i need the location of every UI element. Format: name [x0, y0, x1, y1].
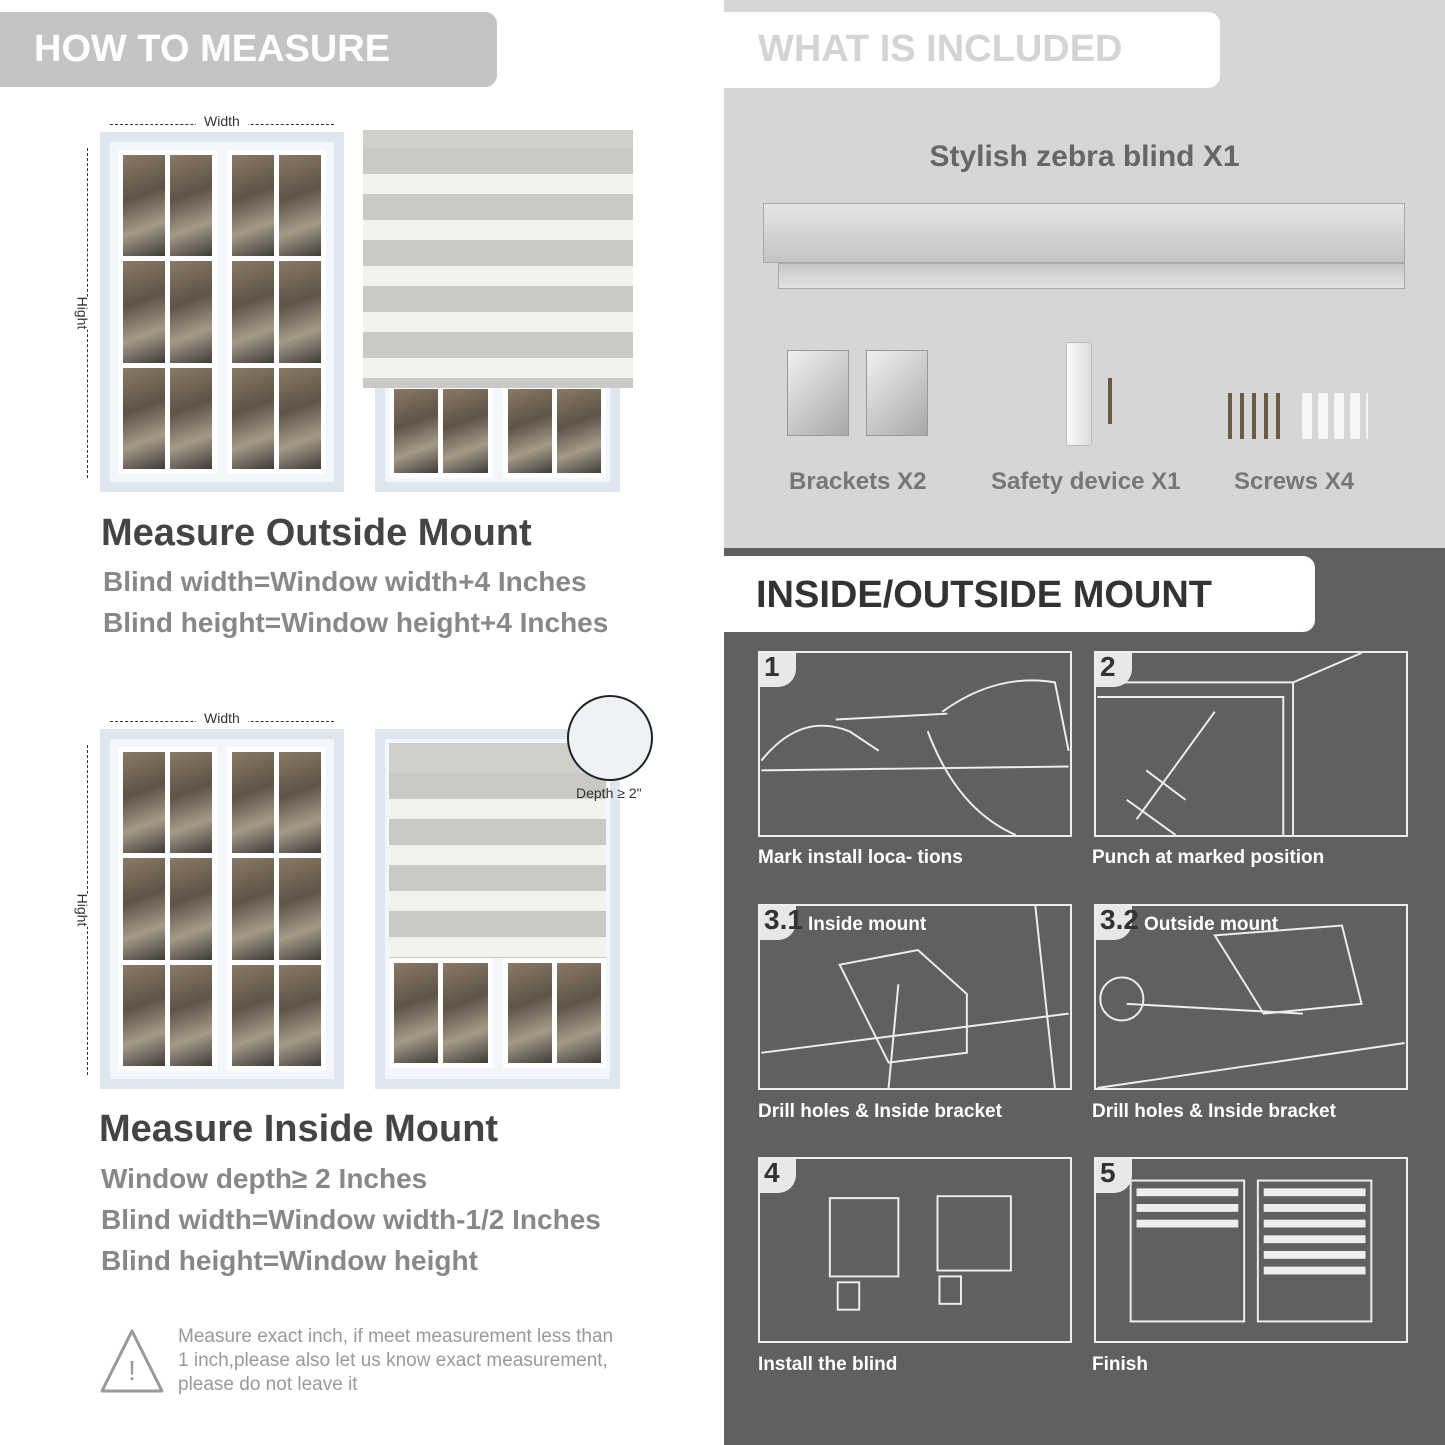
zebra-blind-image [363, 130, 633, 388]
outside-mount-diagram [0, 110, 700, 500]
bracket-image [787, 350, 849, 436]
window-image [100, 132, 344, 492]
screws-image [1228, 393, 1288, 439]
inside-line: Window depth≥ 2 Inches [101, 1163, 428, 1194]
step-number: 3.1 [758, 904, 796, 940]
bracket-image [866, 350, 928, 436]
inside-line: Blind height=Window height [101, 1245, 478, 1276]
width-label: Width [196, 710, 248, 726]
step-label: Install the blind [758, 1354, 898, 1375]
step-title: Inside mount [808, 914, 927, 935]
step-2 [1094, 651, 1408, 837]
step-number: 4 [758, 1157, 796, 1193]
how-to-measure-title: HOW TO MEASURE [0, 12, 497, 87]
what-is-included-title: WHAT IS INCLUDED [724, 12, 1220, 88]
main-item-label: Stylish zebra blind X1 [929, 140, 1240, 173]
step-label: Finish [1092, 1354, 1148, 1375]
step-number: 2 [1094, 651, 1132, 687]
inside-outside-mount-title: INSIDE/OUTSIDE MOUNT [724, 556, 1315, 632]
step-1 [758, 651, 1072, 837]
width-label: Width [196, 113, 248, 129]
safety-device-image [1066, 342, 1092, 446]
item-label-safety: Safety device X1 [991, 468, 1181, 495]
outside-line: Blind width=Window width+4 Inches [103, 566, 587, 597]
step-label: Mark install loca- tions [758, 847, 963, 868]
warning-triangle-icon [100, 1328, 164, 1394]
step-number: 3.2 [1094, 904, 1132, 940]
depth-magnifier [567, 695, 653, 781]
measure-note: Measure exact inch, if meet measurement less than 1 inch,please also let us know exact measurement, please do not leave it [178, 1326, 614, 1395]
depth-label: Depth ≥ 2" [576, 785, 642, 801]
outside-line: Blind height=Window height+4 Inches [103, 607, 609, 638]
height-label: Hight [74, 296, 91, 330]
step-4 [758, 1157, 1072, 1343]
item-label-brackets: Brackets X2 [789, 468, 927, 495]
step-label: Drill holes & Inside bracket [1092, 1101, 1336, 1122]
step-label: Punch at marked position [1092, 847, 1325, 868]
inside-mount-heading: Measure Inside Mount [99, 1108, 499, 1150]
item-label-screws: Screws X4 [1234, 468, 1355, 495]
blind-headrail-image [763, 203, 1405, 263]
step-title: Outside mount [1144, 914, 1279, 935]
step-5 [1094, 1157, 1408, 1343]
step-number: 1 [758, 651, 796, 687]
inside-line: Blind width=Window width-1/2 Inches [101, 1204, 601, 1235]
step-3-2 [1094, 904, 1408, 1090]
inside-mount-diagram [0, 707, 700, 1097]
outside-mount-heading: Measure Outside Mount [101, 512, 532, 554]
height-label: Hight [74, 893, 91, 927]
step-number: 5 [1094, 1157, 1132, 1193]
step-3-1 [758, 904, 1072, 1090]
svg-text:!: ! [128, 1355, 136, 1386]
step-label: Drill holes & Inside bracket [758, 1101, 1002, 1122]
